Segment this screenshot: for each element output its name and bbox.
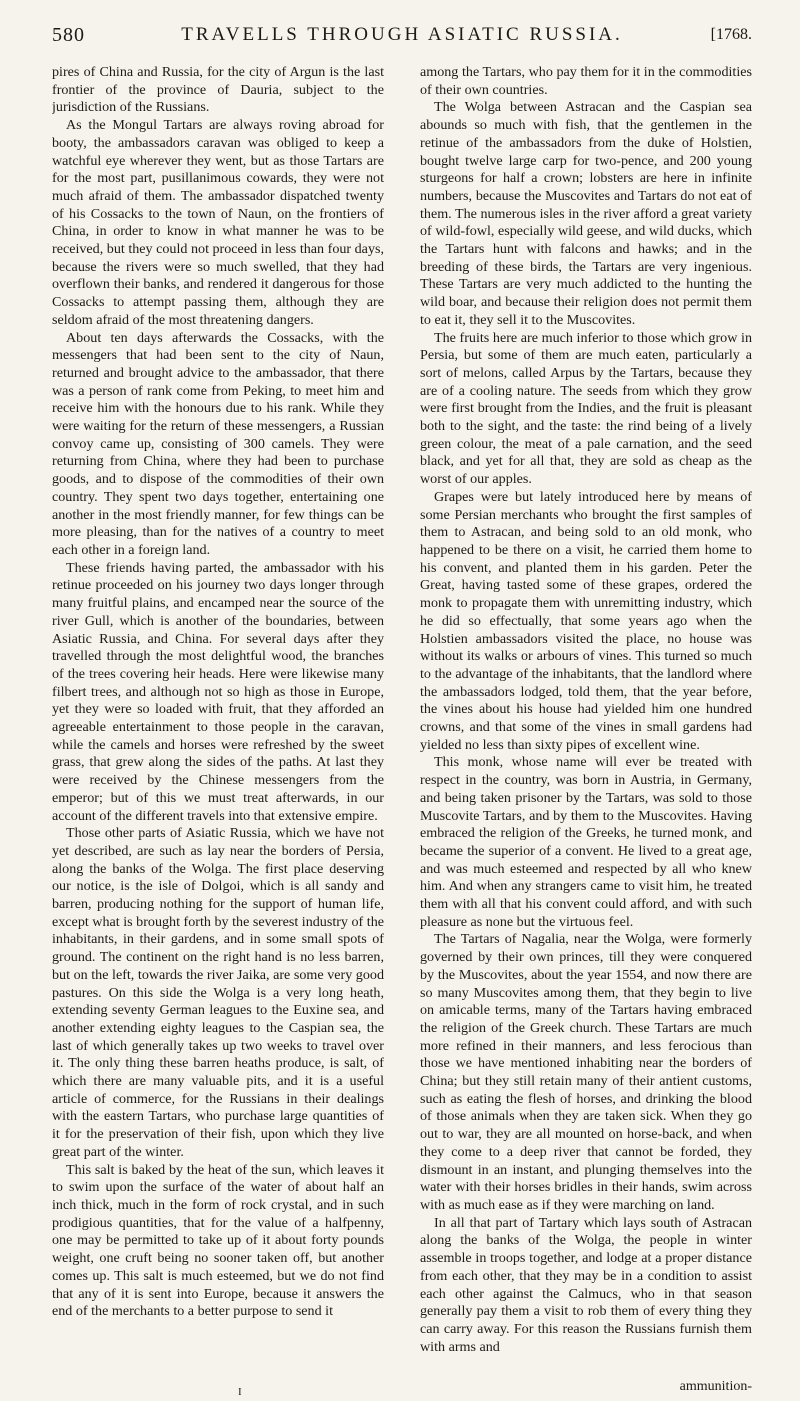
paragraph: About ten days afterwards the Cossacks, with the messengers that had been sent to the city of Naun, returned and brought advice to the ambassador, that there was a person of rank come from Peking, to meet him and receive him with the honours due to his rank. While they were waiting for the return of these messengers, a Russian convoy came up, consisting of 300 camels. They were returning from China, where they had been to purchase goods, and to dispose of the commodities of their own country. They spent two days together, entertaining one another in the most friendly manner, for few things can be more pleasing, than for the natives of a country to meet each other in a foreign land. (52, 329, 384, 558)
paragraph: The fruits here are much inferior to those which grow in Persia, but some of them are much eaten, particularly a sort of melons, called Arpus by the Tartars, because they are of a cooling nature. The seeds from which they grow were first brought from the Indies, and the fruit is pleasant both to the sight, and the taste: the rind being of a lively green colour, the meat of a pale carnation, and the seed black, and yet for all that, they are sold as cheap as the worst of our apples. (420, 329, 752, 488)
paragraph: Those other parts of Asiatic Russia, which we have not yet described, are such as lay near the borders of Persia, along the banks of the Wolga. The first place deserving our notice, is the isle of Dolgoi, which is all sandy and barren, producing nothing for the support of human life, except what is brought forth by the severest industry of the inhabitants, in their gardens, and in some small spots of ground. The continent on the right hand is no less barren, but on the left, towards the river Jaika, are some very good pastures. On this side the Wolga is a very long heath, extending seventy German leagues to the Euxine sea, and another extending eighty leagues to the Caspian sea, the last of which generally takes up two weeks to travel over it. The only thing these barren heaths produce, is salt, of which there are many valuable pits, and it is a useful article of commerce, for the Russians in their dealings with the eastern Tartars, who purchase large quantities of it for the preservation of their fish, upon which they live great part of the winter. (52, 825, 384, 1160)
paragraph: The Tartars of Nagalia, near the Wolga, were formerly governed by their own princes, till they were conquered by the Muscovites, about the year 1554, and now there are so many Muscovites among them, that they begin to live on amicable terms, many of the Tartars having embraced the religion of the Greek church. These Tartars are much more refined in their manners, and less ferocious than those we have mentioned inhabiting near the borders of China; but they still retain many of their antient customs, such as eating the flesh of horses, and drinking the blood of those animals when they are taken sick. When they go out to war, they are all mounted on horse-back, and when they come to a deep river that cannot be forded, they dismount in an instant, and plunging themselves into the water with their horses bridles in their hands, swim across with as much ease as if they were marching on land. (420, 931, 752, 1213)
paragraph: This monk, whose name will ever be treated with respect in the country, was born in Austria, in Germany, and being taken prisoner by the Tartars, was sold to those Muscovite Tartars, and by them to the Muscovites. Having embraced the religion of the Greeks, he turned monk, and became the superior of a convent. He lived to a great age, and was much esteemed and respected by all who knew him. And when any strangers came to visit him, he treated them with all that his convent could afford, and with such pleasure as none but the virtuous feel. (420, 754, 752, 930)
paragraph: This salt is baked by the heat of the sun, which leaves it to swim upon the surface of the water of about half an inch thick, much in the form of rock crystal, and in such prodigious quantities, that for the value of a halfpenny, one may be permitted to take up of it about forty pounds weight, one cruft being no sooner taken off, but another comes up. This salt is much esteemed, but we do not find that any of it is sent into Europe, because it answers the end of the merchants to a better purpose to send it (52, 1161, 384, 1320)
left-column (52, 64, 384, 1386)
catchword: ammunition- (679, 1379, 752, 1394)
page-number: 580 (52, 24, 85, 46)
paragraph: As the Mongul Tartars are always roving abroad for booty, the ambassadors caravan was obliged to keep a watchful eye wherever they went, but as those Tartars are for the most part, pusillanimous cowards, they were not much afraid of them. The ambassador dispatched twenty of his Cossacks to the town of Naun, on the frontiers of China, in order to know in what manner he was to be received, but they could not proceed in less than four days, because the rivers were so much swelled, that they had overflown their banks, and rendered it dangerous for those Cossacks to attempt passing them, although they are seldom afraid of the most threatening dangers. (52, 117, 384, 328)
page-header (52, 24, 752, 54)
paragraph: pires of China and Russia, for the city of Argun is the last frontier of the province of Dauria, subject to the jurisdiction of the Russians. (52, 64, 384, 116)
signature-mark: I (238, 1386, 242, 1398)
year-marker: [1768. (710, 26, 752, 43)
paragraph: These friends having parted, the ambassador with his retinue proceeded on his journey two days longer through many fruitful plains, and encamped near the source of the river Gull, which is another of the boundaries, between Asiatic Russia, and China. For several days after they travelled through the most delightful wood, the branches of the trees covering heir heads. Here were likewise many filbert trees, and although not so high as those in Europe, yet they were so loaded with fruit, that they afforded an agreeable entertainment to those people in the caravan, while the camels and horses were refreshed by the sweet grass, that grew along the sides of the paths. At last they were received by the Chinese messengers from the emperor; but of this we must treat afterwards, in our account of the different travels into that extensive empire. (52, 559, 384, 824)
paragraph: among the Tartars, who pay them for it in the commodities of their own countries. (420, 64, 752, 98)
paragraph: The Wolga between Astracan and the Caspian sea abounds so much with fish, that the gentlemen in the retinue of the ambassadors from the duke of Holstien, bought twelve large carp for two-pence, and 200 young sturgeons for half a crown; lobsters are here in infinite numbers, because the Muscovites and Tartars do not eat of them. The numerous isles in the river afford a great variety of wild-fowl, especially wild geese, and wild ducks, which the Tartars hunt with falcons and hawks; and in the breeding of these birds, the Tartars are very ingenious. These Tartars are very much addicted to the hunting the wild boar, and because their religion does not permit them to eat it, they sell it to the Muscovites. (420, 99, 752, 328)
right-column (420, 64, 752, 1386)
paragraph: Grapes were but lately introduced here by means of some Persian merchants who brought the first samples of them to Astracan, and being sold to an old monk, who happened to be there on a visit, he carried them home to his convent, and planted them in his garden. Peter the Great, having tasted some of these grapes, ordered the monk to propagate them with unremitting industry, which he did so effectually, that some years ago when the Holstien ambassadors visited the place, no house was without its walks or arbours of vines. This turned so much to the advantage of the inhabitants, that the landlord where the ambassadors lodged, told them, that the year before, the vines about his house had yielded him one hundred crowns, and that some of the vines in small gardens had yielded no less than sixty pipes of excellent wine. (420, 488, 752, 753)
running-head: TRAVELLS THROUGH ASIATIC RUSSIA. (181, 24, 623, 45)
paragraph: In all that part of Tartary which lays south of Astracan along the banks of the Wolga, the people in winter assemble in troops together, and lodge at a proper distance from each other, that they may be in a condition to assist each other against the Calmucs, who in that season generally pay them a visit to rob them of every thing they can carry away. For this reason the Russians furnish them with arms and (420, 1214, 752, 1355)
